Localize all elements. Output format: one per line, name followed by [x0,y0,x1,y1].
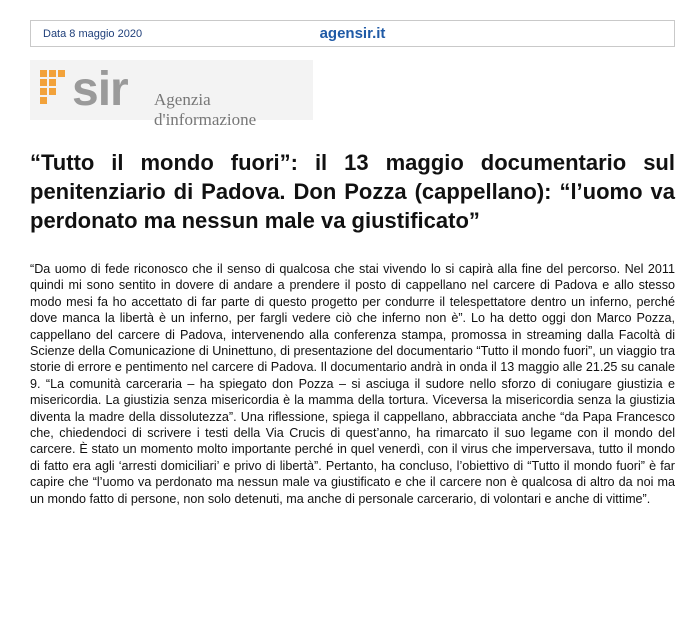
site-name-link[interactable]: agensir.it [319,25,386,42]
logo-tagline: Agenzia d'informazione [154,90,257,129]
publication-date: Data 8 maggio 2020 [43,28,143,40]
logo-brand: sir [72,63,128,116]
article-body: “Da uomo di fede riconosco che il senso di qualcosa che stai vivendo lo si capirà alla fine del percorso. Nel 2011 quindi mi sono sentito in dovere di andare a prendere il posto di cappellano nel carcere di Padova e allo stesso modo mesi fa ho accettato di far parte di questo progetto per condurre il telespettatore dentro un inferno, perché dove manca la libertà è un inferno, per fargli vedere ciò che inferno non è”. Lo ha detto oggi don Marco Pozza, cappellano del carcere di Padova, intervenendo alla conferenza stampa, promossa in streaming dalla Facoltà di Scienze della Comunicazione di Uninettuno, di presentazione del documentario “Tutto il mondo fuori”, un viaggio tra storie di errore e pentimento nel carcere di Padova. Il documentario andrà in onda il 13 maggio alle 21.25 su canale 9. “La comunità carceraria – ha spiegato don Pozza – si asciuga il sudore nello sforzo di coniugare giustizia e misericordia. La giustizia senza misericordia è la mamma della tortura. Viceversa la misericordia senza la giustizia diventa la madre della dissolutezza”. Una riflessione, spiega il cappellano, abbracciata anche “da Papa Francesco che, chiedendoci di scrivere i testi della Via Crucis di quest’anno, ha rimarcato il suo legame con il mondo del carcere. È stato un momento molto importante perché in quel venerdì, con il virus che imperversava, tutto il mondo di fatto era agli ‘arresti domiciliari’ e privo di libertà”. Pertanto, ha concluso, l’obiettivo di “Tutto il mondo fuori” è far capire che “l’uomo va perdonato ma nessun male va giustificato e che il carcere non è qualcosa di altro da noi ma un mondo fatto di persone, non solo detenuti, ma anche di personale carcerario, di volontari e anche di vittime”. [30,262,675,506]
article-headline: “Tutto il mondo fuori”: il 13 maggio documentario sul penitenziario di Padova. Don Pozza (cappellano): “l’uomo va perdonato ma nessun male va giustificato” [30,150,675,233]
sir-logo [30,60,313,129]
header-bar [30,20,675,47]
logo-dots-icon [38,66,68,106]
